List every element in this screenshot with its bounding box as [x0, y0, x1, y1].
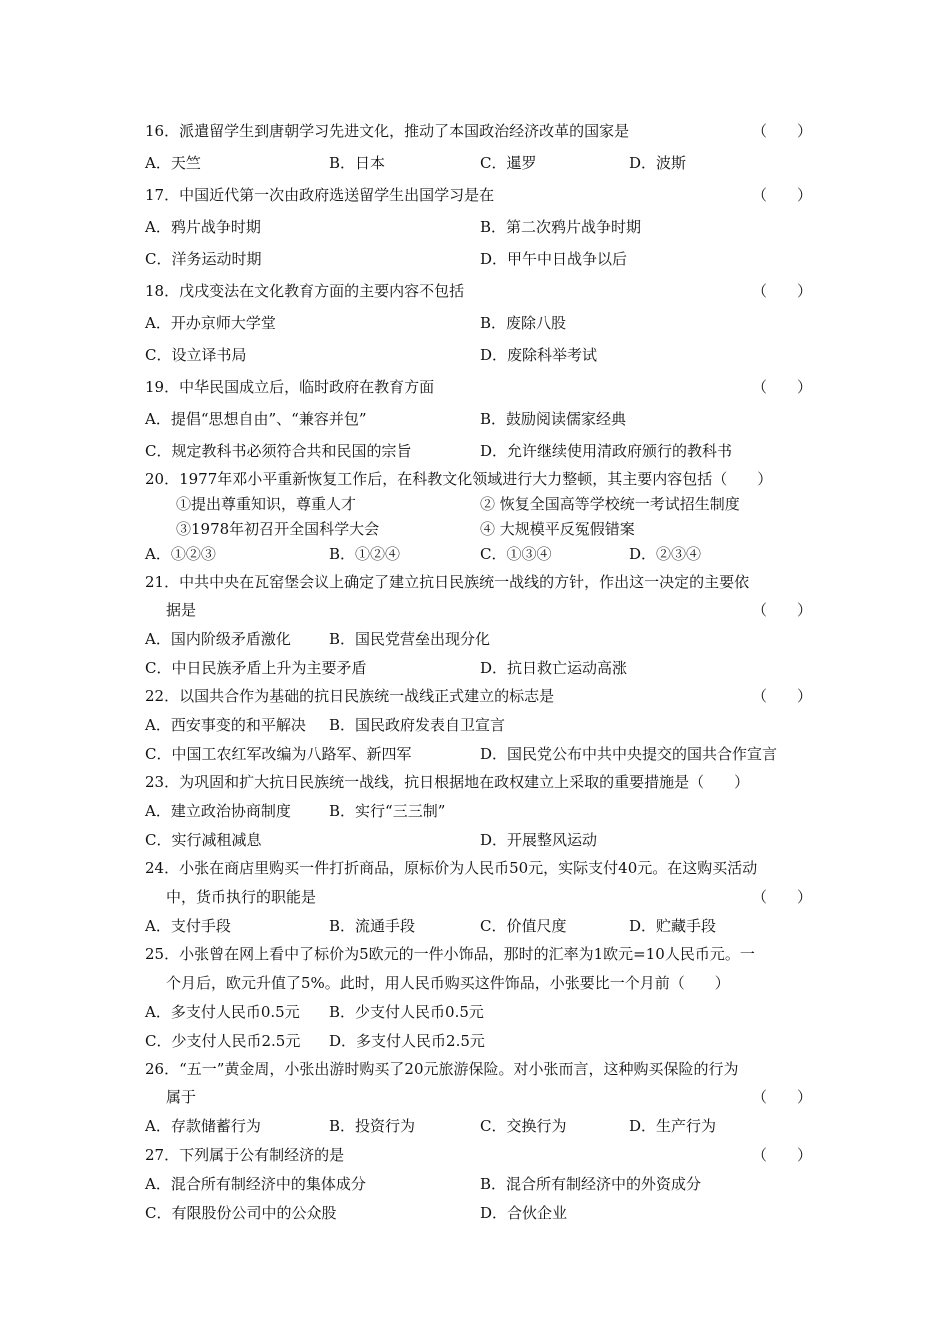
option-b: B．流通手段 [329, 917, 416, 935]
option-d: D．抗日救亡运动高涨 [480, 659, 628, 677]
option-c: C．有限股份公司中的公众股 [145, 1204, 337, 1222]
answer-bracket: （ ） [752, 1088, 813, 1106]
option-c: C．规定教科书必须符合共和民国的宗旨 [145, 442, 412, 460]
option-d: D．②③④ [629, 545, 702, 563]
option-c: C．交换行为 [480, 1117, 567, 1135]
question-17-stem: 17．中国近代第一次由政府选送留学生出国学习是在 [145, 186, 495, 204]
question-18-stem: 18．戊戌变法在文化教育方面的主要内容不包括 [145, 282, 465, 300]
question-25-stem-cont: 个月后，欧元升值了5%。此时，用人民币购买这件饰品，小张要比一个月前（ ） [166, 974, 730, 992]
option-a: A．建立政治协商制度 [145, 802, 291, 820]
answer-bracket: （ ） [752, 122, 813, 140]
option-b: B．国民政府发表自卫宣言 [329, 716, 506, 734]
answer-bracket: （ ） [752, 282, 813, 300]
answer-bracket: （ ） [752, 687, 813, 705]
question-21-stem-cont: 据是 [166, 601, 197, 619]
statement-3: ③1978年初召开全国科学大会 [176, 520, 380, 538]
option-c: C．实行减租减息 [145, 831, 262, 849]
option-c: C．价值尺度 [480, 917, 567, 935]
option-d: D．国民党公布中共中央提交的国共合作宣言 [480, 745, 778, 763]
option-d: D．多支付人民币2.5元 [329, 1032, 485, 1050]
option-c: C．洋务运动时期 [145, 250, 262, 268]
option-b: B．日本 [329, 154, 386, 172]
option-c: C．暹罗 [480, 154, 537, 172]
option-b: B．实行“三三制” [329, 802, 446, 820]
option-a: A．①②③ [145, 545, 216, 563]
option-a: A．天竺 [145, 154, 201, 172]
answer-bracket: （ ） [752, 601, 813, 619]
option-d: D．开展整风运动 [480, 831, 598, 849]
option-d: D．贮藏手段 [629, 917, 717, 935]
option-a: A．存款储蓄行为 [145, 1117, 261, 1135]
answer-bracket: （ ） [752, 1146, 813, 1164]
option-b: B．第二次鸦片战争时期 [480, 218, 642, 236]
answer-bracket: （ ） [752, 186, 813, 204]
answer-bracket: （ ） [752, 378, 813, 396]
option-b: B．少支付人民币0.5元 [329, 1003, 484, 1021]
option-a: A．西安事变的和平解决 [145, 716, 306, 734]
answer-bracket: （ ） [752, 888, 813, 906]
option-d: D．合伙企业 [480, 1204, 568, 1222]
option-b: B．鼓励阅读儒家经典 [480, 410, 627, 428]
option-d: D．允许继续使用清政府颁行的教科书 [480, 442, 733, 460]
option-c: C．中国工农红军改编为八路军、新四军 [145, 745, 412, 763]
option-a: A．国内阶级矛盾激化 [145, 630, 291, 648]
statement-4: ④ 大规模平反冤假错案 [480, 520, 635, 538]
option-b: B．①②④ [329, 545, 401, 563]
option-b: B．投资行为 [329, 1117, 416, 1135]
option-c: C．①③④ [480, 545, 552, 563]
option-a: A．提倡“思想自由”、“兼容并包” [145, 410, 367, 428]
option-b: B．混合所有制经济中的外资成分 [480, 1175, 702, 1193]
question-23-stem: 23．为巩固和扩大抗日民族统一战线，抗日根据地在政权建立上采取的重要措施是（ ） [145, 773, 750, 791]
question-26-stem: 26．“五一”黄金周，小张出游时购买了20元旅游保险。对小张而言，这种购买保险的行为 [145, 1060, 739, 1078]
option-a: A．开办京师大学堂 [145, 314, 276, 332]
question-24-stem: 24．小张在商店里购买一件打折商品，原标价为人民币50元，实际支付40元。在这购买活动 [145, 859, 758, 877]
option-c: C．少支付人民币2.5元 [145, 1032, 301, 1050]
option-a: A．多支付人民币0.5元 [145, 1003, 300, 1021]
option-a: A．支付手段 [145, 917, 231, 935]
option-b: B．国民党营垒出现分化 [329, 630, 491, 648]
option-c: C．中日民族矛盾上升为主要矛盾 [145, 659, 367, 677]
option-a: A．鸦片战争时期 [145, 218, 261, 236]
option-c: C．设立译书局 [145, 346, 247, 364]
option-d: D．生产行为 [629, 1117, 717, 1135]
option-d: D．甲午中日战争以后 [480, 250, 628, 268]
question-26-stem-cont: 属于 [166, 1088, 197, 1106]
option-b: B．废除八股 [480, 314, 567, 332]
question-25-stem: 25．小张曾在网上看中了标价为5欧元的一件小饰品，那时的汇率为1欧元=10人民币元。一 [145, 945, 755, 963]
question-19-stem: 19．中华民国成立后，临时政府在教育方面 [145, 378, 435, 396]
question-22-stem: 22．以国共合作为基础的抗日民族统一战线正式建立的标志是 [145, 687, 555, 705]
option-a: A．混合所有制经济中的集体成分 [145, 1175, 366, 1193]
statement-2: ② 恢复全国高等学校统一考试招生制度 [480, 495, 740, 513]
question-16-stem: 16．派遣留学生到唐朝学习先进文化，推动了本国政治经济改革的国家是 [145, 122, 630, 140]
option-d: D．波斯 [629, 154, 687, 172]
question-24-stem-cont: 中，货币执行的职能是 [166, 888, 317, 906]
question-27-stem: 27．下列属于公有制经济的是 [145, 1146, 345, 1164]
statement-1: ①提出尊重知识，尊重人才 [176, 495, 357, 513]
question-20-stem: 20．1977年邓小平重新恢复工作后，在科教文化领域进行大力整顿，其主要内容包括（ ） [145, 470, 773, 488]
option-d: D．废除科举考试 [480, 346, 598, 364]
question-21-stem: 21．中共中央在瓦窑堡会议上确定了建立抗日民族统一战线的方针，作出这一决定的主要依 [145, 573, 750, 591]
